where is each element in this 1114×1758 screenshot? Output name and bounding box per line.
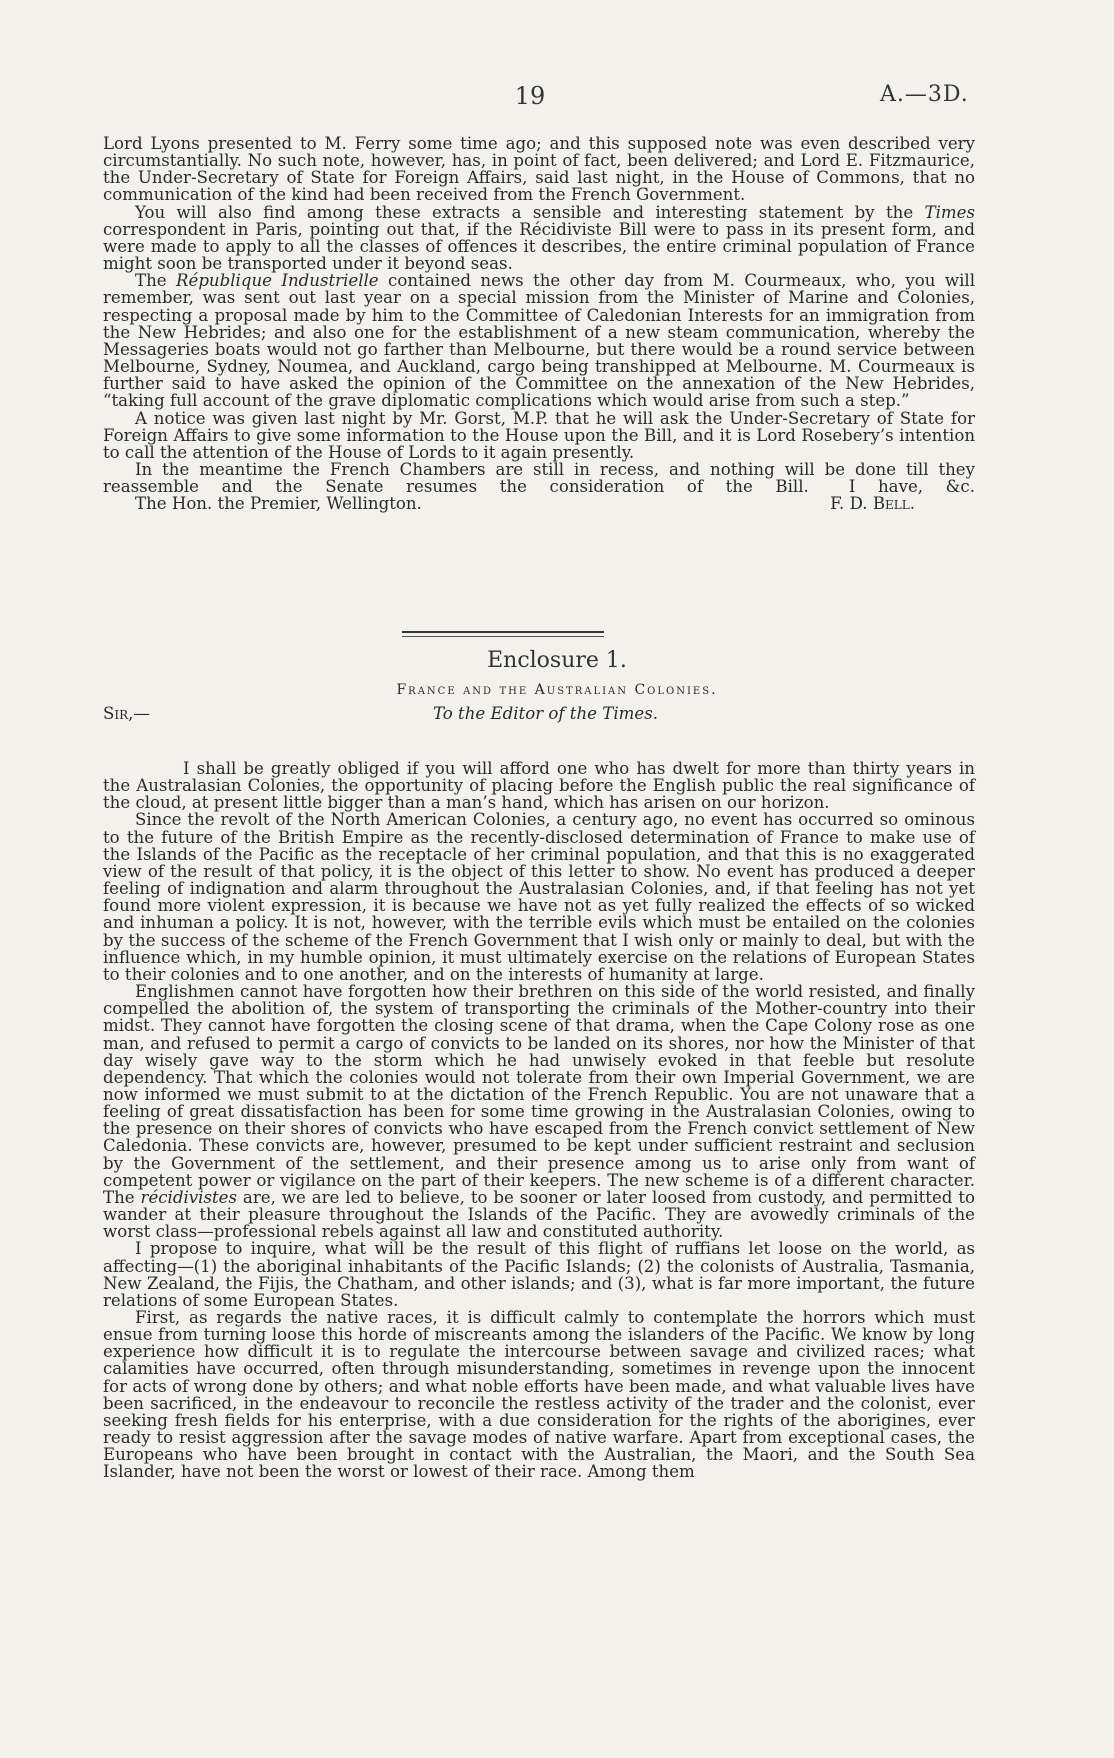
document-reference: A.—3D. [880, 82, 969, 107]
signature-row [103, 495, 975, 512]
foreign-term: récidivistes [140, 1187, 237, 1207]
addressee: The Hon. the Premier, Wellington. [135, 494, 422, 514]
salutation: Sir,— [103, 704, 151, 723]
enclosure-title: Enclosure 1. [487, 648, 627, 673]
letter-body [103, 135, 975, 512]
enclosure-paragraph [103, 983, 975, 1240]
salutation-row [103, 704, 975, 724]
signature: F. D. Bell. [830, 494, 915, 514]
text-run: Englishmen cannot have forgotten how their brethren on this side of the world resisted, and finally compelled the abolition of, the system of transporting the criminals of the Mother-country into their midst. They cannot have forgotten the closing scene of that drama, when the Cape Colony rose as one man, and refused to permit a cargo of convicts to be landed on its shores, nor how the Minister of that day wisely gave way to the storm which he had unwisely evoked in that feeble but resolute dependency. That which the colonies would not tolerate from their own Imperial Government, we are now informed we must submit to at the dictation of the French Republic. You are not unaware that a feeling of great dissatisfaction has been for some time growing in the Australasian Colonies, owing to the presence on their shores of convicts who have escaped from the French convict settlement of New Caledonia. These convicts are, however, presumed to be kept under sufficient restraint and seclusion by the Government of the settlement, and their presence among us to arise only from want of competent power or vigilance on the part of their keepers. The new scheme is of a different character. The [103, 982, 975, 1207]
enclosure-paragraph: I propose to inquire, what will be the result of this flight of ruffians let loose on the world, as affecting—(1) the aboriginal inhabitants of the Pacific Islands; (2) the colonists of Australia, Tasmania, New Zealand, the Fijis, the Chatham, and other islands; and (3), what is far more important, the future relations of some European States. [103, 1239, 975, 1310]
text-run: In the meantime the French Chambers are still in recess, and nothing will be done till they reassemble and the Senate resumes the consideration of the Bill. [103, 459, 975, 497]
section-divider [402, 631, 604, 633]
enclosure-subtitle: France and the Australian Colonies. [396, 682, 718, 698]
text-run: contained news the other day from M. Courmeaux, who, you will remember, was sent out last year on a special mission from the Minister of Marine and Colonies, respecting a proposal made by him to the Committee of Caledonian Interests for an immigration from the New Hebrides; and also one for the establishment of a new steam communication, whereby the Messageries boats would not go farther than Melbourne, but there would be a round service between Melbourne, Sydney, Noumea, and Auckland, cargo being transhipped at Melbourne. M. Courmeaux is further said to have asked the opinion of the Committee on the annexation of the New Hebrides, “taking full account of the grave diplomatic complications which would arise from such a step.” [103, 271, 975, 411]
enclosure-body [103, 760, 975, 1481]
section-divider [402, 636, 604, 637]
text-run: You will also find among these extracts a sensible and interesting statement by the [135, 202, 925, 222]
enclosure-paragraph: I shall be greatly obliged if you will afford one who has dwelt for more than thirty years in the Australasian Colonies, the opportunity of placing before the English public the real significance of the cloud, at present little bigger than a man’s hand, which has arisen on our horizon. [103, 759, 975, 813]
letter-paragraph: Lord Lyons presented to M. Ferry some time ago; and this supposed note was even described very circumstantially. No such note, however, has, in point of fact, been delivered; and Lord E. Fitzmaurice, the Under-Secretary of State for Foreign Affairs, said last night, in the House of Commons, that no communication of the kind had been received from the French Government. [103, 134, 975, 205]
letter-paragraph [103, 461, 975, 495]
closing-phrase: I have, &c. [848, 477, 975, 497]
enclosure-paragraph: First, as regards the native races, it is difficult calmly to contemplate the horrors which must ensue from turning loose this horde of miscreants among the islanders of the Pacific. We know by long experience how difficult it is to regulate the intercourse between savage and civilized races; what calamities have occurred, often through misunderstanding, sometimes in revenge upon the innocent for acts of wrong done by others; and what noble efforts have been made, and what valuable lives have been sacrificed, in the endeavour to reconcile the restless activity of the trader and the colonist, ever seeking fresh fields for his enterprise, with a due consideration for the rights of the aborigines, ever ready to resist aggression after the savage modes of native warfare. Apart from exceptional cases, the Europeans who have been brought in contact with the Australian, the Maori, and the South Sea Islander, have not been the worst or lowest of their race. Among them [103, 1308, 975, 1482]
letter-paragraph: A notice was given last night by Mr. Gorst, M.P. that he will ask the Under-Secretary of State for Foreign Affairs to give some information to the House upon the Bill, and it is Lord Rosebery’s intention to call the attention of the House of Lords to it again presently. [103, 408, 975, 462]
text-run: The [135, 271, 176, 291]
text-run: are, we are led to believe, to be sooner or later loosed from custody, and permitted to wander at their pleasure throughout the Islands of the Pacific. They are avowedly criminals of the worst class—professional rebels against all law and constituted authority. [103, 1187, 975, 1242]
publication-name: Times [924, 202, 975, 222]
letter-paragraph [103, 204, 975, 273]
letter-paragraph [103, 272, 975, 409]
enclosure-paragraph: Since the revolt of the North American Colonies, a century ago, no event has occurred so ominous to the future of the British Empire as the recently-disclosed determination of France to make use of the Islands of the Pacific as the receptacle of her criminal population, and that this is no exaggerated view of the result of that policy, it is the object of this letter to show. No event has produced a deeper feeling of indignation and alarm throughout the Australasian Colonies, and, if that feeling has not yet found more violent expression, it is because we have not as yet fully realized the effects of so wicked and inhuman a policy. It is not, however, with the terrible evils which must be entailed on the colonies by the success of the scheme of the French Government that I wish only or mainly to deal, but with the influence which, in my humble opinion, it must ultimately exercise on the relations of European States to their colonies and to one another, and on the interests of humanity at large. [103, 810, 975, 984]
publication-name: République Industrielle [176, 271, 379, 291]
editor-address: To the Editor of the Times. [433, 704, 658, 723]
page-number: 19 [514, 82, 546, 110]
text-run: correspondent in Paris, pointing out that, if the Récidiviste Bill were to pass in its present form, and were made to apply to all the classes of offences it describes, the entire criminal population of France might soon be transported under it beyond seas. [103, 219, 975, 274]
